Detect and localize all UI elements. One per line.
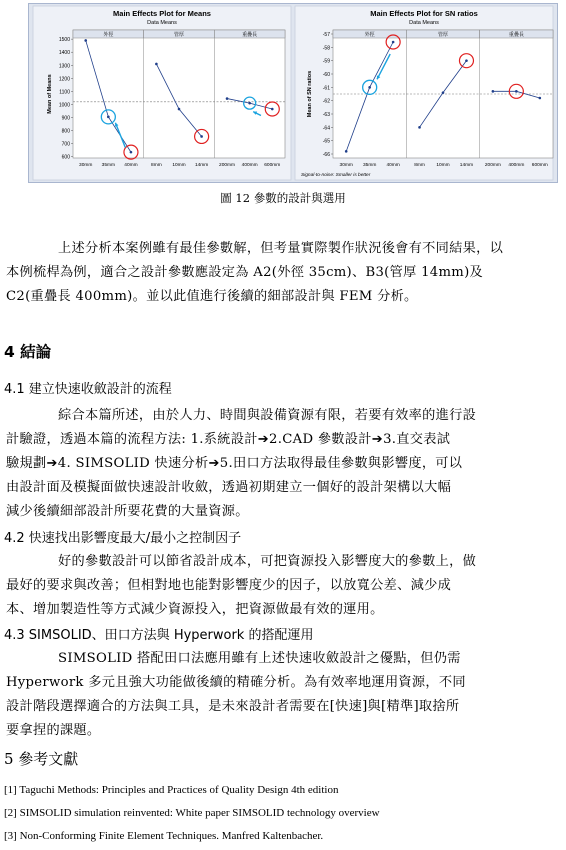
x-tick-label: 35mm [101, 163, 115, 168]
x-tick-label: 30mm [339, 163, 353, 168]
section-heading-references: 5 參考文獻 [4, 750, 79, 768]
x-tick-label: 30mm [79, 163, 93, 168]
subsection-heading-4-1: 4.1 建立快速收斂設計的流程 [4, 382, 172, 397]
chart-title: Main Effects Plot for Means [113, 9, 211, 18]
text-line: 驗規劃➔4. SIMSOLID 快速分析➔5.田口方法取得最佳參數與影響度，可以 [6, 456, 463, 471]
y-tick-label: 600 [61, 154, 70, 161]
chart-subtitle: Data Means [147, 20, 177, 26]
text-line: 本、增加製造性等方式減少資源投入，把資源做最有效的運用。 [6, 602, 384, 617]
text-line: SIMSOLID 搭配田口法應用雖有上述快速收斂設計之優點，但仍需 [58, 651, 461, 666]
y-tick-label: -65 [322, 138, 330, 145]
factor-label: 管厚 [437, 32, 449, 38]
data-point [226, 97, 229, 100]
data-point [465, 59, 468, 62]
y-tick-label: 800 [61, 128, 70, 135]
y-tick-label: 1500 [58, 37, 70, 44]
y-tick-label: 900 [61, 115, 70, 122]
factor-label: 重疊長 [508, 32, 524, 38]
text-line: 上述分析本案例雖有最佳參數解，但考量實際製作狀況後會有不同結果，以 [58, 241, 504, 256]
factor-label: 重疊長 [242, 32, 258, 38]
reference-item: [1] Taguchi Methods: Principles and Practices of Quality Design 4th edition [4, 784, 339, 796]
x-tick-label: 10mm [172, 163, 186, 168]
x-tick-label: 10mm [436, 163, 450, 168]
chart-footnote: Signal-to-noise: Smaller is better [301, 173, 371, 178]
text-line: 計驗證，透過本篇的流程方法: 1.系統設計➔2.CAD 參數設計➔3.直交表試 [6, 432, 451, 447]
text-line: 好的參數設計可以節省設計成本，可把資源投入影響度大的參數上，做 [58, 554, 477, 569]
data-point [392, 41, 395, 44]
data-point [418, 126, 421, 129]
chart-title: Main Effects Plot for SN ratios [370, 9, 478, 18]
main-effects-figure [28, 3, 558, 183]
paragraph-4-2 [6, 550, 554, 622]
paragraph-4-3 [6, 647, 554, 743]
x-tick-label: 40mm [386, 163, 400, 168]
y-tick-label: -58 [322, 45, 330, 52]
data-point [155, 63, 158, 66]
y-tick-label: -61 [322, 85, 330, 92]
paragraph-analysis [6, 237, 554, 309]
reference-item: [3] Non-Conforming Finite Element Techniques. Manfred Kaltenbacher. [4, 830, 324, 842]
y-tick-label: -62 [322, 98, 330, 105]
subsection-heading-4-2: 4.2 快速找出影響度最大/最小之控制因子 [4, 531, 242, 546]
y-tick-label: 1100 [59, 89, 70, 96]
main-effects-charts [29, 4, 557, 182]
y-axis-label: Mean of Means [47, 74, 53, 114]
data-point [368, 86, 371, 89]
x-tick-label: 14mm [459, 163, 474, 168]
data-point [271, 108, 274, 111]
chart-subtitle: Data Means [409, 20, 439, 26]
x-tick-label: 200mm [219, 163, 236, 168]
y-tick-label: -63 [322, 112, 330, 118]
y-tick-label: -57 [322, 32, 330, 38]
factor-label: 外徑 [103, 32, 114, 38]
y-tick-label: -66 [322, 152, 330, 158]
text-line: 減少後續細部設計所要花費的大量資源。 [6, 504, 249, 519]
x-tick-label: 35mm [363, 163, 377, 168]
text-line: 設計階段選擇適合的方法與工具，是未來設計者需要在[快速]與[精準]取捨所 [6, 699, 460, 714]
x-tick-label: 14mm [194, 163, 209, 168]
y-tick-label: 1200 [58, 76, 70, 83]
text-line: 綜合本篇所述，由於人力、時間與設備資源有限，若要有效率的進行設 [58, 408, 477, 423]
text-line: 最好的要求與改善；但相對地也能對影響度少的因子，以放寬公差、減少成 [6, 578, 452, 593]
text-line: 要拿捏的課題。 [6, 723, 101, 738]
x-tick-label: 400mm [508, 163, 525, 168]
text-line: 由設計面及模擬面做快速設計收斂，透過初期建立一個好的設計架構以大幅 [6, 480, 452, 495]
y-tick-label: -60 [322, 72, 330, 78]
y-tick-label: 1400 [58, 50, 70, 57]
y-tick-label: -64 [322, 125, 330, 132]
section-heading-conclusion: 4 結論 [4, 343, 52, 361]
data-point [178, 108, 181, 111]
data-point [200, 135, 203, 138]
y-axis-label: Mean of SN ratios [307, 70, 313, 118]
subsection-heading-4-3: 4.3 SIMSOLID、田口方法與 Hyperwork 的搭配運用 [4, 628, 314, 643]
x-tick-label: 600mm [531, 163, 548, 168]
y-tick-label: 1000 [58, 102, 70, 109]
data-point [539, 97, 542, 100]
x-tick-label: 400mm [241, 163, 258, 168]
reference-item: [2] SIMSOLID simulation reinvented: White paper SIMSOLID technology overview [4, 807, 380, 819]
x-tick-label: 8mm [151, 163, 162, 168]
data-point [84, 39, 87, 42]
text-line: Hyperwork 多元且強大功能做後續的精確分析。為有效率地運用資源，不同 [6, 675, 466, 690]
y-tick-label: 1300 [58, 63, 70, 70]
data-point [442, 91, 445, 94]
x-tick-label: 200mm [484, 163, 501, 168]
plot-area [73, 30, 285, 158]
y-tick-label: -59 [322, 58, 330, 65]
figure-caption: 圖 12 參數的設計與選用 [220, 191, 346, 205]
y-tick-label: 700 [61, 141, 70, 148]
x-tick-label: 8mm [414, 163, 425, 168]
data-point [107, 116, 110, 119]
text-line: C2(重疊長 400mm)。並以此值進行後續的細部設計與 FEM 分析。 [6, 289, 418, 304]
factor-label: 外徑 [364, 32, 375, 38]
x-tick-label: 600mm [264, 163, 281, 168]
text-line: 本例梳桿為例，適合之設計參數應設定為 A2(外徑 35cm)、B3(管厚 14mm)及 [6, 265, 484, 280]
paragraph-4-1 [6, 404, 554, 524]
data-point [515, 90, 518, 93]
data-point [492, 90, 495, 93]
x-tick-label: 40mm [124, 163, 138, 168]
data-point [345, 150, 348, 153]
factor-label: 管厚 [173, 32, 185, 38]
data-point [248, 102, 251, 105]
data-point [130, 151, 133, 154]
